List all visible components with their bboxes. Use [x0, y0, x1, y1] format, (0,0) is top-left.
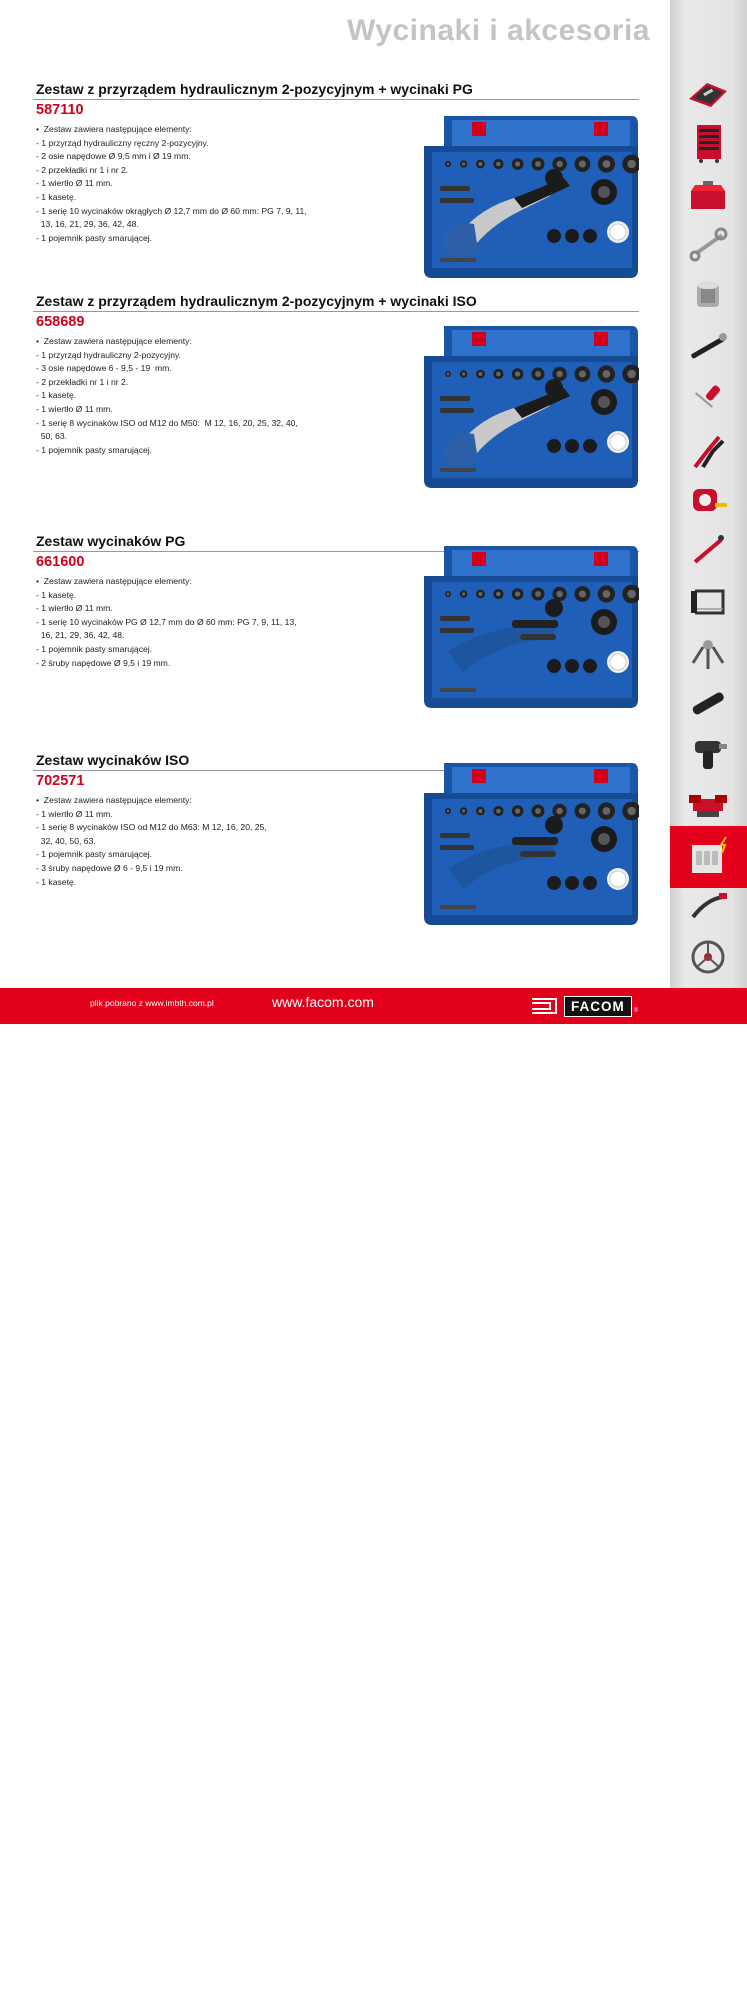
case-latch	[594, 552, 608, 566]
contents-line: 50, 63.	[36, 431, 68, 442]
product-reference: 702571	[36, 773, 85, 789]
case-latch	[472, 332, 486, 346]
contents-line: - 1 serię 8 wycinaków ISO od M12 do M50: M 12, 16, 20, 25, 32, 40,	[36, 417, 298, 428]
sidebar-category-steering-wheel[interactable]	[679, 932, 737, 982]
product-contents	[33, 575, 336, 670]
hacksaw-icon	[683, 581, 733, 625]
contents-line: - 1 pojemnik pasty smarującej.	[36, 849, 153, 860]
product-section-661600	[33, 532, 639, 670]
case-latch	[594, 122, 608, 136]
page-title: Wycinaki i akcesoria	[347, 14, 650, 47]
contents-line: - 1 serię 8 wycinaków ISO od M12 do M63: M 12, 16, 20, 25,	[36, 822, 267, 833]
product-photo-punch-kit	[404, 542, 639, 712]
product-reference: 658689	[36, 314, 85, 330]
facom-logo-mark-icon	[530, 995, 562, 1017]
vice-icon	[683, 781, 733, 825]
contents-line: - 1 wiertło Ø 11 mm.	[36, 808, 113, 819]
sidebar-category-crowbar[interactable]	[679, 526, 737, 576]
contents-line: - 1 serię 10 wycinaków PG Ø 12,7 mm do Ø 60 mm: PG 7, 9, 11, 13,	[36, 616, 297, 627]
contents-line: - 1 kasetę.	[36, 876, 77, 887]
brand-name: FACOM	[564, 996, 632, 1017]
steering-wheel-icon	[683, 935, 733, 979]
product-photo-punch-kit	[404, 759, 639, 929]
contents-line: - 1 kasetę.	[36, 191, 77, 202]
product-contents	[33, 123, 336, 245]
product-photo-hydraulic-kit	[404, 112, 639, 282]
torque-wrench-icon	[683, 325, 733, 369]
contents-line: - 1 kasetę.	[36, 390, 77, 401]
sidebar-category-hand-tool[interactable]	[679, 882, 737, 932]
facom-logo	[530, 994, 654, 1018]
product-photo-hydraulic-kit	[404, 322, 639, 492]
sidebar-category-tool-roll[interactable]	[679, 66, 737, 116]
case-latch	[594, 769, 608, 783]
section-title: Zestaw z przyrządem hydraulicznym 2-pozycyjnym + wycinaki PG	[36, 81, 473, 97]
sidebar-category-tape-measure[interactable]	[679, 476, 737, 526]
sidebar-category-puller[interactable]	[679, 628, 737, 678]
case-latch	[472, 122, 486, 136]
tool-roll-icon	[683, 69, 733, 113]
pneumatic-tool-icon	[683, 681, 733, 725]
wrench-icon	[683, 223, 733, 267]
contents-line: - 1 wiertło Ø 11 mm.	[36, 403, 113, 414]
tool-box-icon	[683, 173, 733, 217]
product-reference: 587110	[36, 102, 84, 118]
contents-line: - 1 serię 10 wycinaków okrągłych Ø 12,7 mm do Ø 60 mm: PG 7, 9, 11,	[36, 205, 307, 216]
contents-line: - 1 wiertło Ø 11 mm.	[36, 178, 113, 189]
tool-cabinet-icon	[683, 121, 733, 165]
contents-line: - 1 kasetę.	[36, 589, 77, 600]
contents-line: 16, 21, 29, 36, 42, 48.	[36, 630, 125, 641]
website-link[interactable]: www.facom.com	[272, 994, 374, 1010]
product-contents	[33, 794, 336, 889]
sidebar-category-torque-wrench[interactable]	[679, 322, 737, 372]
page-number-tab	[669, 1976, 747, 2012]
section-divider	[33, 99, 639, 100]
sidebar-category-socket[interactable]	[679, 270, 737, 320]
contents-line: - 1 pojemnik pasty smarującej.	[36, 444, 153, 455]
sidebar-category-pneumatic-tool[interactable]	[679, 678, 737, 728]
drive-screw	[520, 851, 556, 857]
section-title: Zestaw wycinaków PG	[36, 533, 186, 549]
drive-screw	[512, 837, 558, 845]
contents-line: - 1 przyrząd hydrauliczny ręczny 2-pozycyjny.	[36, 137, 209, 148]
section-title: Zestaw z przyrządem hydraulicznym 2-pozycyjnym + wycinaki ISO	[36, 293, 477, 309]
source-note: plik pobrano z www.imbth.com.pl	[90, 998, 214, 1008]
page-number: 649	[689, 1982, 721, 2003]
contents-line: - 2 przekładki nr 1 i nr 2.	[36, 376, 129, 387]
sidebar-category-pliers[interactable]	[679, 426, 737, 476]
product-section-658689	[33, 292, 639, 457]
contents-line: • Zestaw zawiera następujące elementy:	[36, 576, 192, 586]
case-latch	[472, 552, 486, 566]
puller-icon	[683, 631, 733, 675]
screwdriver-icon	[683, 377, 733, 421]
contents-line: - 2 osie napędowe Ø 9,5 mm i Ø 19 mm.	[36, 151, 191, 162]
sidebar-category-vice[interactable]	[679, 778, 737, 828]
contents-line: • Zestaw zawiera następujące elementy:	[36, 795, 192, 805]
category-sidebar	[670, 0, 747, 988]
impact-wrench-icon	[683, 731, 733, 775]
product-section-587110	[33, 80, 639, 245]
page-footer	[0, 988, 747, 2003]
crowbar-icon	[683, 529, 733, 573]
contents-line: - 3 osie napędowe 6 - 9,5 - 19 mm.	[36, 363, 172, 374]
contents-line: - 2 śruby napędowe Ø 9,5 i 19 mm.	[36, 657, 171, 668]
product-section-702571	[33, 751, 639, 889]
section-title: Zestaw wycinaków ISO	[36, 752, 190, 768]
contents-line: - 3 śruby napędowe Ø 6 - 9,5 i 19 mm.	[36, 862, 183, 873]
contents-line: - 2 przekładki nr 1 i nr 2.	[36, 164, 129, 175]
case-latch	[472, 769, 486, 783]
sidebar-category-tool-box[interactable]	[679, 170, 737, 220]
section-divider	[33, 311, 639, 312]
contents-line: - 1 wiertło Ø 11 mm.	[36, 603, 113, 614]
sidebar-category-impact-wrench[interactable]	[679, 728, 737, 778]
electrical-box-icon	[684, 835, 734, 879]
tape-measure-icon	[683, 479, 733, 523]
sidebar-category-tool-cabinet[interactable]	[679, 118, 737, 168]
drive-screw	[520, 634, 556, 640]
contents-line: 13, 16, 21, 29, 36, 42, 48.	[36, 219, 139, 230]
contents-line: • Zestaw zawiera następujące elementy:	[36, 124, 192, 134]
contents-line: - 1 pojemnik pasty smarującej.	[36, 232, 153, 243]
sidebar-category-screwdriver[interactable]	[679, 374, 737, 424]
sidebar-category-wrench[interactable]	[679, 220, 737, 270]
contents-line: - 1 przyrząd hydrauliczny 2-pozycyjny.	[36, 349, 182, 360]
pliers-icon	[683, 429, 733, 473]
contents-line: 32, 40, 50, 63.	[36, 835, 96, 846]
product-contents	[33, 335, 336, 457]
case-latch	[594, 332, 608, 346]
socket-icon	[683, 273, 733, 317]
drive-screw	[512, 620, 558, 628]
sidebar-category-hacksaw[interactable]	[679, 578, 737, 628]
contents-line: - 1 pojemnik pasty smarującej.	[36, 643, 153, 654]
hand-tool-icon	[683, 885, 733, 929]
registered-mark-icon: ®	[633, 1008, 639, 1014]
contents-line: • Zestaw zawiera następujące elementy:	[36, 336, 192, 346]
sidebar-category-electrical-active[interactable]	[670, 826, 747, 888]
product-reference: 661600	[36, 554, 85, 570]
